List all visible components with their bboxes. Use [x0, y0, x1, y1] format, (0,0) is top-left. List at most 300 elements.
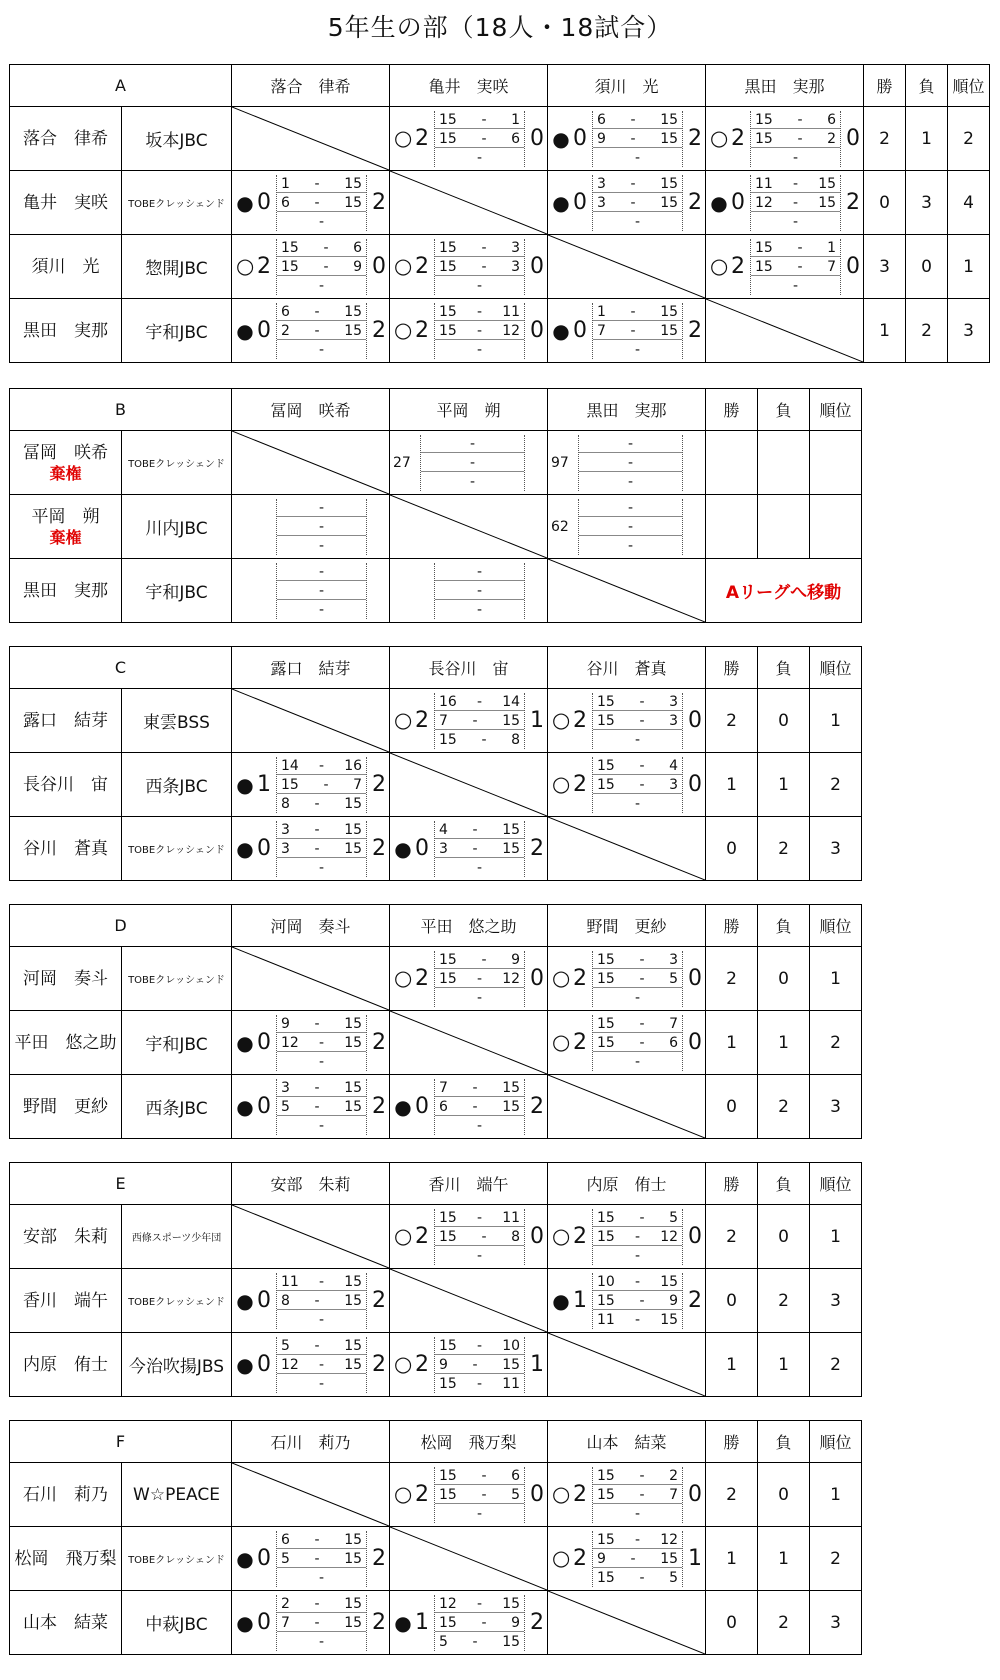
opponent-sets-won: 0	[688, 1224, 703, 1249]
player-row	[10, 1269, 862, 1333]
match-cell	[390, 1591, 548, 1655]
set-scores	[592, 757, 683, 813]
match-cell	[706, 171, 864, 235]
opponent-sets-won: 0	[688, 772, 703, 797]
score-opponent: 7	[669, 1015, 679, 1032]
set-scores	[592, 303, 683, 359]
score-opponent: 15	[502, 1595, 521, 1612]
rank-value: 3	[810, 1591, 862, 1655]
score-dash: -	[630, 175, 636, 192]
opponent-sets-won: 2	[530, 1094, 545, 1119]
score-opponent: 15	[660, 1550, 679, 1567]
loss-count: 3	[906, 171, 948, 235]
set-score-empty: -	[634, 1247, 641, 1264]
score-dash: -	[634, 1531, 641, 1548]
set-score	[593, 322, 682, 340]
player-row	[10, 1075, 862, 1139]
set-score	[593, 1228, 682, 1246]
set-score-empty: -	[318, 1053, 325, 1070]
player-name-cell	[10, 1591, 122, 1655]
set-score	[435, 693, 524, 711]
set-score	[435, 1467, 524, 1485]
loss-header: 負	[906, 65, 948, 107]
player-row	[10, 171, 990, 235]
loss-mark-icon: ●	[552, 126, 570, 151]
self-cell	[548, 817, 706, 881]
loss-mark-icon: ●	[236, 1610, 254, 1635]
opponent-header: 内原 侑士	[548, 1163, 706, 1205]
set-score	[593, 1531, 682, 1549]
score-dash: -	[314, 821, 320, 838]
league-table-C	[9, 646, 862, 881]
rank-value: 3	[810, 1075, 862, 1139]
score-dash: -	[476, 322, 483, 339]
score-own: 15	[439, 970, 457, 987]
score-own: 15	[281, 776, 299, 793]
player-name-cell	[10, 171, 122, 235]
opponent-sets-won: 2	[688, 190, 703, 215]
set-scores	[276, 1531, 367, 1587]
score-dash: -	[472, 821, 478, 838]
opponent-header: 長谷川 宙	[390, 647, 548, 689]
score-opponent: 15	[818, 175, 837, 192]
score-opponent: 15	[344, 1273, 363, 1290]
score-opponent: 15	[344, 194, 363, 211]
set-score-empty: -	[476, 149, 483, 166]
set-score	[435, 111, 524, 129]
score-dash: -	[314, 1337, 320, 1354]
loss-mark-icon: ●	[394, 836, 412, 861]
score-own: 3	[281, 821, 290, 838]
self-cell	[232, 689, 390, 753]
loss-count: 1	[758, 1333, 810, 1397]
opponent-header: 河岡 奏斗	[232, 905, 390, 947]
opponent-header: 石川 莉乃	[232, 1421, 390, 1463]
set-score-empty: -	[634, 795, 641, 812]
win-mark-icon: ○	[394, 254, 413, 278]
score-own: 14	[281, 757, 299, 774]
loss-count: 0	[758, 1463, 810, 1527]
match-cell	[548, 171, 706, 235]
set-scores	[750, 239, 841, 295]
team-name: TOBEクレッシェンド	[122, 1527, 232, 1591]
score-dash: -	[630, 111, 636, 128]
score-dash: -	[639, 712, 645, 729]
diagonal-line	[706, 299, 863, 362]
score-dash: -	[792, 175, 799, 192]
rank-value: 3	[948, 299, 990, 363]
set-score	[435, 322, 524, 340]
player-row	[10, 107, 990, 171]
set-score-empty: -	[476, 989, 483, 1006]
score-opponent: 10	[502, 1337, 521, 1354]
set-score	[593, 757, 682, 775]
set-score	[277, 1550, 366, 1568]
diagonal-line	[548, 1075, 705, 1138]
team-name: TOBEクレッシェンド	[122, 1269, 232, 1333]
opponent-sets-won: 2	[372, 190, 387, 215]
match-cell	[390, 1205, 548, 1269]
sets-won: 2	[573, 966, 588, 991]
player-name-cell	[10, 753, 122, 817]
set-score	[593, 1311, 682, 1329]
score-opponent: 15	[660, 111, 679, 128]
set-score-empty: -	[435, 563, 524, 581]
set-score-empty: -	[476, 1247, 483, 1264]
score-opponent: 6	[353, 239, 363, 256]
opponent-sets-won: 2	[372, 318, 387, 343]
sets-won: 0	[257, 1288, 272, 1313]
win-mark-icon: ○	[394, 708, 413, 732]
set-scores	[276, 1337, 367, 1393]
team-name: TOBEクレッシェンド	[122, 431, 232, 495]
opponent-header: 平岡 朔	[390, 389, 548, 431]
score-own: 2	[281, 1595, 290, 1612]
score-own: 15	[439, 1467, 457, 1484]
opponent-sets-won: 2	[530, 836, 545, 861]
sets-won: 2	[573, 772, 588, 797]
team-name: 惣開JBC	[122, 235, 232, 299]
team-name: 今治吹揚JBS	[122, 1333, 232, 1397]
match-cell	[232, 559, 390, 623]
score-opponent: 15	[344, 840, 363, 857]
rank-value: 2	[948, 107, 990, 171]
set-score-empty: -	[318, 1375, 325, 1392]
player-name: 野間 更紗	[23, 1096, 108, 1117]
score-dash: -	[476, 1375, 483, 1392]
win-mark-icon: ○	[552, 1224, 571, 1248]
score-own: 5	[281, 1098, 290, 1115]
diagonal-line	[232, 107, 389, 170]
score-dash: -	[476, 1209, 483, 1226]
score-dash: -	[634, 1273, 641, 1290]
score-own: 15	[597, 1467, 615, 1484]
score-own: 15	[597, 1015, 615, 1032]
score-dash: -	[472, 712, 478, 729]
score-dash: -	[639, 970, 645, 987]
set-score	[751, 258, 840, 276]
score-opponent: 7	[827, 258, 837, 275]
win-mark-icon: ○	[552, 1546, 571, 1570]
score-own: 10	[597, 1273, 615, 1290]
opponent-header: 露口 結芽	[232, 647, 390, 689]
score-dash: -	[318, 1273, 325, 1290]
score-own: 15	[597, 1531, 615, 1548]
score-opponent: 15	[660, 322, 679, 339]
match-cell	[548, 107, 706, 171]
score-opponent: 15	[344, 1034, 363, 1051]
score-dash: -	[639, 1034, 645, 1051]
diagonal-line	[232, 431, 389, 494]
set-score-empty: -	[634, 731, 641, 748]
score-dash: -	[472, 1079, 478, 1096]
opponent-header: 落合 律希	[232, 65, 390, 107]
match-cell	[232, 1591, 390, 1655]
score-opponent: 3	[669, 712, 679, 729]
match-cell	[548, 495, 706, 559]
score-own: 6	[281, 303, 290, 320]
score-opponent: 11	[502, 1209, 521, 1226]
set-scores	[420, 435, 525, 491]
score-opponent: 15	[660, 1273, 679, 1290]
loss-header: 負	[758, 647, 810, 689]
opponent-header: 安部 朱莉	[232, 1163, 390, 1205]
sets-won: 2	[573, 1482, 588, 1507]
score-dash: -	[481, 1467, 487, 1484]
page-title: 5年生の部（18人・18試合）	[327, 13, 673, 42]
opponent-header: 亀井 実咲	[390, 65, 548, 107]
match-cell	[548, 299, 706, 363]
score-own: 4	[439, 821, 448, 838]
score-own: 15	[597, 970, 615, 987]
set-score-empty: -	[792, 277, 799, 294]
set-scores	[276, 821, 367, 877]
league-table-A	[9, 64, 990, 363]
set-score	[277, 194, 366, 212]
score-dash: -	[476, 970, 483, 987]
set-scores	[276, 303, 367, 359]
match-cell	[232, 753, 390, 817]
team-name: 西条JBC	[122, 1075, 232, 1139]
team-name: 西条JBC	[122, 753, 232, 817]
score-dash: -	[639, 1467, 645, 1484]
win-count: 0	[706, 1591, 758, 1655]
opponent-sets-won: 0	[688, 708, 703, 733]
score-own: 6	[597, 111, 606, 128]
self-cell	[232, 431, 390, 495]
score-own: 15	[755, 258, 773, 275]
set-score	[435, 258, 524, 276]
player-name: 露口 結芽	[23, 710, 108, 731]
score-dash: -	[639, 951, 645, 968]
set-scores	[434, 563, 525, 619]
score-opponent: 7	[669, 1486, 679, 1503]
set-score-empty: -	[579, 435, 682, 453]
loss-mark-icon: ●	[710, 190, 728, 215]
set-score-empty: -	[634, 213, 641, 230]
set-scores	[592, 111, 683, 167]
match-cell	[390, 947, 548, 1011]
match-note-number: 97	[551, 454, 569, 471]
score-opponent: 5	[669, 1209, 679, 1226]
match-cell	[548, 1527, 706, 1591]
player-row	[10, 689, 862, 753]
rank-header: 順位	[810, 647, 862, 689]
sets-won: 0	[257, 318, 272, 343]
player-name: 谷川 蒼真	[23, 838, 108, 859]
opponent-sets-won: 1	[530, 1352, 545, 1377]
self-cell	[390, 495, 548, 559]
loss-count: 2	[758, 1269, 810, 1333]
win-mark-icon: ○	[552, 966, 571, 990]
score-dash: -	[314, 1098, 320, 1115]
set-score	[435, 970, 524, 988]
rank-value	[810, 495, 862, 559]
set-score	[277, 303, 366, 321]
sets-won: 2	[415, 966, 430, 991]
score-opponent: 15	[502, 1079, 521, 1096]
team-name: TOBEクレッシェンド	[122, 947, 232, 1011]
opponent-header: 野間 更紗	[548, 905, 706, 947]
sets-won: 2	[573, 1224, 588, 1249]
sets-won: 0	[573, 126, 588, 151]
set-score-empty: -	[579, 454, 682, 472]
league-letter: A	[10, 65, 232, 107]
sets-won: 0	[257, 1030, 272, 1055]
player-name-cell	[10, 1205, 122, 1269]
score-dash: -	[472, 840, 478, 857]
match-cell	[548, 1205, 706, 1269]
sets-won: 0	[257, 1094, 272, 1119]
league-letter: F	[10, 1421, 232, 1463]
score-opponent: 15	[660, 194, 679, 211]
set-score	[277, 1273, 366, 1291]
score-dash: -	[630, 1550, 636, 1567]
set-score-empty: -	[469, 473, 476, 490]
opponent-sets-won: 1	[688, 1546, 703, 1571]
rank-value: 2	[810, 1333, 862, 1397]
set-score	[435, 1614, 524, 1632]
set-score	[277, 1034, 366, 1052]
score-opponent: 3	[669, 951, 679, 968]
loss-count: 0	[906, 235, 948, 299]
set-score-empty: -	[277, 518, 366, 536]
player-row	[10, 1333, 862, 1397]
score-own: 2	[281, 322, 290, 339]
win-count: 2	[864, 107, 906, 171]
match-cell	[548, 1269, 706, 1333]
match-cell	[390, 559, 548, 623]
score-dash: -	[476, 1337, 483, 1354]
set-score	[593, 1569, 682, 1587]
player-name: 平岡 朔	[31, 506, 100, 527]
match-cell	[232, 171, 390, 235]
set-score	[593, 951, 682, 969]
set-score-empty: -	[634, 1505, 641, 1522]
match-cell	[390, 299, 548, 363]
win-header: 勝	[706, 1421, 758, 1463]
set-score	[593, 1550, 682, 1568]
player-name-cell	[10, 299, 122, 363]
opponent-sets-won: 0	[530, 318, 545, 343]
match-cell	[390, 431, 548, 495]
score-dash: -	[797, 258, 803, 275]
set-scores	[434, 821, 525, 877]
score-own: 1	[597, 303, 606, 320]
score-dash: -	[481, 1486, 487, 1503]
set-score	[435, 1228, 524, 1246]
opponent-sets-won: 2	[846, 190, 861, 215]
match-note-number: 27	[393, 454, 411, 471]
set-score	[277, 840, 366, 858]
loss-count: 2	[906, 299, 948, 363]
score-dash: -	[314, 1531, 320, 1548]
player-name: 平田 悠之助	[14, 1032, 117, 1053]
score-own: 9	[597, 130, 606, 147]
score-opponent: 9	[669, 1292, 679, 1309]
set-scores	[592, 1467, 683, 1523]
win-count: 2	[706, 689, 758, 753]
self-cell	[548, 235, 706, 299]
league-move-note: Aリーグへ移動	[706, 559, 862, 623]
win-header: 勝	[706, 1163, 758, 1205]
set-scores	[434, 239, 525, 295]
score-opponent: 15	[660, 130, 679, 147]
opponent-sets-won: 0	[530, 1224, 545, 1249]
rank-value: 1	[810, 1463, 862, 1527]
loss-count: 1	[906, 107, 948, 171]
score-own: 15	[439, 731, 457, 748]
sets-won: 2	[415, 708, 430, 733]
league-letter: E	[10, 1163, 232, 1205]
score-dash: -	[323, 258, 329, 275]
loss-count: 2	[758, 817, 810, 881]
set-score-empty: -	[277, 499, 366, 517]
set-score	[277, 776, 366, 794]
diagonal-line	[232, 1463, 389, 1526]
set-scores	[592, 1531, 683, 1587]
opponent-sets-won: 2	[688, 318, 703, 343]
team-name: W☆PEACE	[122, 1463, 232, 1527]
player-name-cell	[10, 689, 122, 753]
self-cell	[390, 1011, 548, 1075]
self-cell	[548, 1591, 706, 1655]
set-score-empty: -	[318, 1311, 325, 1328]
score-opponent: 15	[344, 1614, 363, 1631]
score-own: 15	[597, 776, 615, 793]
opponent-header: 香川 端午	[390, 1163, 548, 1205]
match-cell	[548, 947, 706, 1011]
sets-won: 2	[415, 318, 430, 343]
win-count: 3	[864, 235, 906, 299]
win-mark-icon: ○	[394, 1224, 413, 1248]
win-count: 1	[706, 1333, 758, 1397]
rank-value: 2	[810, 753, 862, 817]
player-row	[10, 947, 862, 1011]
loss-mark-icon: ●	[236, 190, 254, 215]
score-own: 15	[597, 1209, 615, 1226]
set-scores	[750, 111, 841, 167]
set-score	[593, 1467, 682, 1485]
sets-won: 0	[257, 1610, 272, 1635]
score-opponent: 15	[344, 1356, 363, 1373]
sets-won: 2	[415, 254, 430, 279]
score-own: 15	[439, 322, 457, 339]
set-score	[277, 1292, 366, 1310]
score-dash: -	[481, 130, 487, 147]
player-row	[10, 1591, 862, 1655]
player-name: 山本 結菜	[23, 1612, 108, 1633]
league-letter: C	[10, 647, 232, 689]
score-own: 16	[439, 693, 457, 710]
self-cell	[390, 171, 548, 235]
self-cell	[548, 559, 706, 623]
set-score-empty: -	[792, 213, 799, 230]
opponent-header: 松岡 飛万梨	[390, 1421, 548, 1463]
forfeit-label: 棄権	[49, 527, 82, 547]
opponent-sets-won: 0	[530, 1482, 545, 1507]
score-opponent: 3	[669, 693, 679, 710]
win-mark-icon: ○	[552, 708, 571, 732]
score-own: 8	[281, 1292, 290, 1309]
loss-count: 0	[758, 689, 810, 753]
score-opponent: 15	[660, 1311, 679, 1328]
opponent-sets-won: 0	[372, 254, 387, 279]
score-opponent: 15	[344, 1531, 363, 1548]
loss-count: 1	[758, 1527, 810, 1591]
team-name: 東雲BSS	[122, 689, 232, 753]
score-opponent: 15	[344, 303, 363, 320]
